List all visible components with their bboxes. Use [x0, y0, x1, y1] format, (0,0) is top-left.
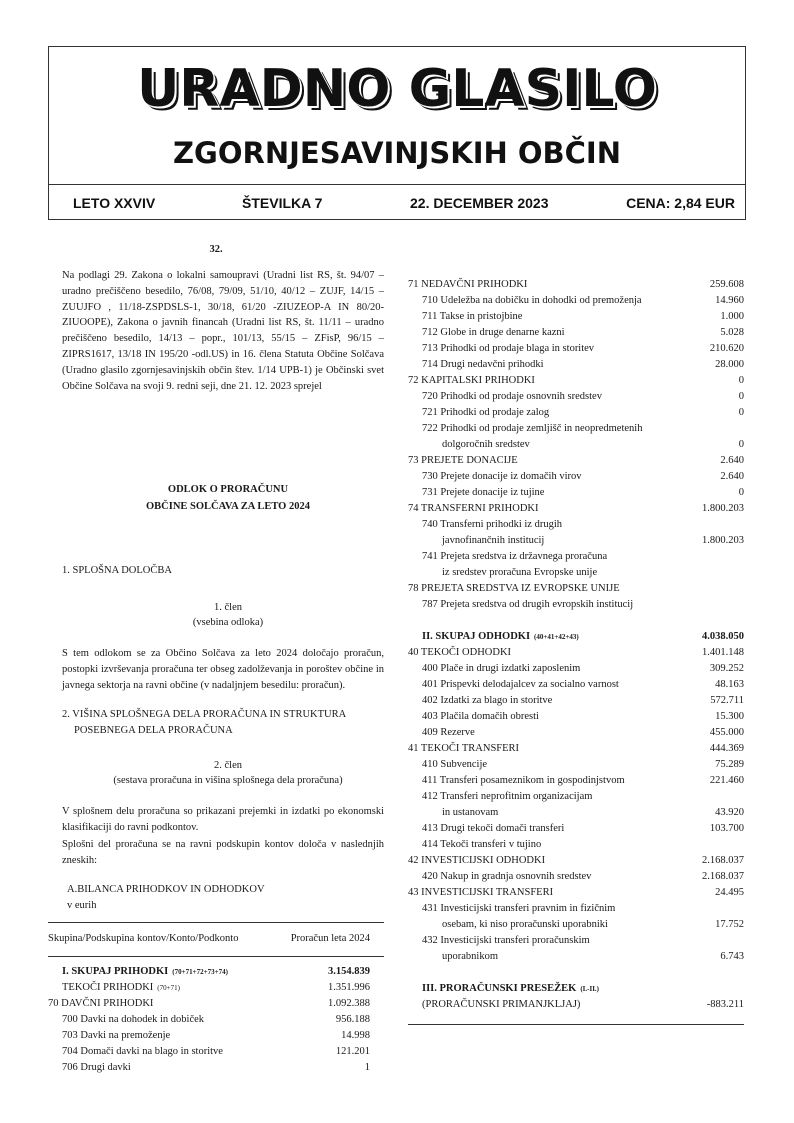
- table-row: [408, 421, 744, 437]
- table-row: [408, 517, 744, 533]
- table-row: [408, 341, 744, 357]
- row-label: dolgoročnih sredstev: [442, 439, 530, 450]
- balance-sheet-title: A.BILANCA PRIHODKOV IN ODHODKOV: [67, 884, 265, 895]
- row-label: in ustanovam: [442, 807, 499, 818]
- table-row: [408, 837, 744, 853]
- table-row: [408, 629, 744, 645]
- row-value: 0: [738, 407, 744, 418]
- table-row: [408, 853, 744, 869]
- row-value: 210.620: [709, 343, 744, 354]
- table-row: [408, 741, 744, 757]
- row-label: 710 Udeležba na dobičku in dohodki od premoženja: [422, 295, 642, 306]
- row-value: 5.028: [720, 327, 744, 338]
- article-2-text-2: Splošni del proračuna se na ravni podskupin kontov določa v naslednjih zneskih:: [62, 839, 384, 866]
- table-header-rule: [48, 956, 384, 957]
- row-value: 75.289: [715, 759, 744, 770]
- row-label: 74 TRANSFERNI PRIHODKI: [408, 503, 539, 514]
- ordinance-title-line2: OBČINE SOLČAVA ZA LETO 2024: [146, 501, 310, 512]
- row-value: 14.960: [715, 295, 744, 306]
- row-value: 0: [738, 391, 744, 402]
- row-label: 43 INVESTICIJSKI TRANSFERI: [408, 887, 554, 898]
- row-value: 455.000: [709, 727, 744, 738]
- row-value: 1.800.203: [702, 503, 744, 514]
- row-label-group: [62, 964, 228, 980]
- row-value: 43.920: [715, 807, 744, 818]
- row-label: 412 Transferi neprofitnim organizacijam: [422, 791, 593, 802]
- table-row: [408, 869, 744, 885]
- row-label: 42 INVESTICIJSKI ODHODKI: [408, 855, 546, 866]
- row-value: 1: [364, 1062, 370, 1073]
- balance-sheet-unit: v eurih: [67, 900, 97, 911]
- row-label-group: [422, 981, 599, 997]
- issue-number: ŠTEVILKA 7: [242, 195, 323, 211]
- row-value: 103.700: [709, 823, 744, 834]
- table-row: [408, 693, 744, 709]
- row-label: 411 Transferi posameznikom in gospodinjstvom: [422, 775, 625, 786]
- row-label: 787 Prejeta sredstva od drugih evropskih institucij: [422, 599, 634, 610]
- table-row: [408, 949, 744, 965]
- row-label: osebam, ki niso proračunski uporabniki: [442, 919, 608, 930]
- table-row: [408, 581, 744, 597]
- row-label: 731 Prejete donacije iz tujine: [422, 487, 545, 498]
- row-value: 956.188: [335, 1014, 370, 1025]
- row-value: 24.495: [715, 887, 744, 898]
- issue-price: CENA: 2,84 EUR: [626, 195, 735, 211]
- row-value: 1.000: [720, 311, 744, 322]
- row-label: 714 Drugi nedavčni prihodki: [422, 359, 544, 370]
- row-value: 15.300: [715, 711, 744, 722]
- table-row: [408, 885, 744, 901]
- table-row: [408, 965, 744, 981]
- row-label: 432 Investicijski transferi proračunskim: [422, 935, 590, 946]
- table-row: [408, 549, 744, 565]
- table-row: [408, 325, 744, 341]
- section-heading-2-line2: POSEBNEGA DELA PRORAČUNA: [74, 725, 233, 736]
- row-value: 0: [738, 487, 744, 498]
- row-label: 402 Izdatki za blago in storitve: [422, 695, 553, 706]
- table-row: [408, 613, 744, 629]
- row-label: 704 Domači davki na blago in storitve: [62, 1046, 223, 1057]
- table-row: [408, 677, 744, 693]
- row-label: iz sredstev proračuna Evropske unije: [442, 567, 598, 578]
- table-row: [408, 389, 744, 405]
- table-row: [48, 964, 370, 980]
- row-label: 409 Rezerve: [422, 727, 475, 738]
- table-row: [408, 405, 744, 421]
- row-value: 4.038.050: [702, 631, 744, 642]
- column-header-accounts: Skupina/Podskupina kontov/Konto/Podkonto: [48, 933, 239, 944]
- table-row: [408, 293, 744, 309]
- table-row: [408, 997, 744, 1013]
- row-label-group: [422, 629, 579, 645]
- table-row: [408, 277, 744, 293]
- row-value: 121.201: [335, 1046, 370, 1057]
- row-label: 403 Plačila domačih obresti: [422, 711, 539, 722]
- table-row: [408, 757, 744, 773]
- table-row: [408, 645, 744, 661]
- table-row: [408, 533, 744, 549]
- row-label: 720 Prihodki od prodaje osnovnih sredstev: [422, 391, 602, 402]
- document-number: 32.: [209, 244, 223, 255]
- table-row: [408, 309, 744, 325]
- row-label: 713 Prihodki od prodaje blaga in storitev: [422, 343, 595, 354]
- table-top-rule: [48, 922, 384, 923]
- row-label: 72 KAPITALSKI PRIHODKI: [408, 375, 535, 386]
- row-value: 14.998: [341, 1030, 370, 1041]
- row-label: 721 Prihodki od prodaje zalog: [422, 407, 550, 418]
- row-label: 700 Davki na dohodek in dobiček: [62, 1014, 205, 1025]
- ordinance-title-line1: ODLOK O PRORAČUNU: [167, 484, 289, 495]
- article-2-subtitle: (sestava proračuna in višina splošnega dela proračuna): [113, 775, 343, 786]
- row-label: 40 TEKOČI ODHODKI: [408, 647, 512, 658]
- masthead: [48, 46, 746, 220]
- row-value: 1.800.203: [702, 535, 744, 546]
- table-row: [48, 980, 370, 996]
- budget-table-left: [48, 964, 370, 1084]
- row-label: 712 Globe in druge denarne kazni: [422, 327, 565, 338]
- table-row: [408, 805, 744, 821]
- table-row: [408, 917, 744, 933]
- publication-subtitle: ZGORNJESAVINJSKIH OBČIN: [173, 136, 621, 170]
- row-label: 78 PREJETA SREDSTVA IZ EVROPSKE UNIJE: [408, 583, 620, 594]
- table-row: [48, 1044, 370, 1060]
- table-row: [408, 597, 744, 613]
- row-label: 741 Prejeta sredstva iz državnega proračuna: [422, 551, 608, 562]
- table-row: [408, 661, 744, 677]
- row-value: 2.168.037: [702, 855, 744, 866]
- table-row: [408, 485, 744, 501]
- row-label: I. SKUPAJ PRIHODKI: [62, 966, 169, 977]
- row-value: 17.752: [715, 919, 744, 930]
- row-label: javnofinančnih institucij: [442, 535, 545, 546]
- table-row: [408, 981, 744, 997]
- row-value: 1.092.388: [328, 998, 370, 1009]
- row-value: 6.743: [720, 951, 744, 962]
- publication-title: URADNO GLASILO: [137, 59, 657, 119]
- table-row: [408, 437, 744, 453]
- row-label: 706 Drugi davki: [62, 1062, 131, 1073]
- row-label: 414 Tekoči transferi v tujino: [422, 839, 542, 850]
- table-row: [408, 821, 744, 837]
- preamble-paragraph: Na podlagi 29. Zakona o lokalni samoupravi (Uradni list RS, št. 94/07 – uradno prečiščeno besedilo, 76/08, 79/09, 51/10, 40/12 – ZUJF, 14/15 – ZUUJFO , 11/18-ZSPDSLS-1, 30/18, 61/20 -ZIUZEOP-A IN 80/20-ZIUOOPE), Zakona o javnih financah (Uradni list RS, št. 11/11 – uradno prečiščeno besedilo, 14/13 – popr., 101/13, 55/15 – ZFisP, 96/15 – ZIPRS1617, 13/18 IN 195/20 -odl.US) in 16. člena Statuta Občine Solčava (Uradno glasilo zgornjesavinjskih občin štev. 1/14 UPB-1) je Občinski svet Občine Solčava na svoji 9. redni seji, dne 21. 12. 2023 sprejel: [62, 270, 384, 392]
- row-label: 41 TEKOČI TRANSFERI: [408, 743, 520, 754]
- article-2-text-1: V splošnem delu proračuna so prikazani prejemki in izdatki po ekonomski klasifikaciji do ravni podkontov.: [62, 806, 384, 833]
- table-row: [408, 501, 744, 517]
- table-row: [48, 1028, 370, 1044]
- row-label-group: [62, 980, 180, 996]
- row-label: 420 Nakup in gradnja osnovnih sredstev: [422, 871, 592, 882]
- row-label: 73 PREJETE DONACIJE: [408, 455, 518, 466]
- row-label: 703 Davki na premoženje: [62, 1030, 171, 1041]
- row-value: 572.711: [710, 695, 744, 706]
- row-value: 309.252: [709, 663, 744, 674]
- table-row: [408, 469, 744, 485]
- table-row: [408, 789, 744, 805]
- table-row: [408, 773, 744, 789]
- table-bottom-rule: [408, 1024, 744, 1025]
- row-value: 3.154.839: [328, 966, 370, 977]
- row-label: 70 DAVČNI PRIHODKI: [48, 998, 154, 1009]
- masthead-divider: [49, 184, 745, 185]
- row-label: 401 Prispevki delodajalcev za socialno varnost: [422, 679, 619, 690]
- row-formula-note: (I.-II.): [580, 985, 599, 993]
- row-label: TEKOČI PRIHODKI: [62, 982, 154, 993]
- row-label: 730 Prejete donacije iz domačih virov: [422, 471, 582, 482]
- table-row: [408, 933, 744, 949]
- section-heading-1: 1. SPLOŠNA DOLOČBA: [62, 565, 172, 576]
- row-formula-note: (70+71+72+73+74): [172, 968, 228, 976]
- row-value: 2.640: [720, 455, 744, 466]
- row-label: 413 Drugi tekoči domači transferi: [422, 823, 565, 834]
- table-row: [408, 373, 744, 389]
- table-row: [48, 1060, 370, 1076]
- budget-table-right: [408, 277, 744, 1017]
- column-header-budget: Proračun leta 2024: [290, 933, 370, 944]
- article-1-heading: 1. člen: [214, 602, 242, 613]
- row-label: 722 Prihodki od prodaje zemljišč in neopredmetenih: [422, 423, 643, 434]
- row-value: 2.640: [720, 471, 744, 482]
- table-row: [48, 1012, 370, 1028]
- row-label: (PRORAČUNSKI PRIMANJKLJAJ): [422, 999, 581, 1010]
- row-label: 71 NEDAVČNI PRIHODKI: [408, 279, 528, 290]
- row-value: -883.211: [706, 999, 744, 1010]
- table-row: [408, 453, 744, 469]
- row-value: 444.369: [709, 743, 744, 754]
- row-label: 711 Takse in pristojbine: [422, 311, 523, 322]
- table-row: [408, 565, 744, 581]
- table-row: [48, 996, 370, 1012]
- row-value: 48.163: [715, 679, 744, 690]
- article-2-heading: 2. člen: [214, 760, 242, 771]
- row-label: uporabnikom: [442, 951, 498, 962]
- row-label: 740 Transferni prihodki iz drugih: [422, 519, 562, 530]
- article-1-text: S tem odlokom se za Občino Solčava za leto 2024 določajo proračun, postopki izvrševanja proračuna ter obseg zadolževanja in poroštev občine in javnega sektorja na ravni občine (v nadaljnjem besedilu: proračun).: [62, 648, 384, 691]
- row-label: 400 Plače in drugi izdatki zaposlenim: [422, 663, 581, 674]
- row-label: II. SKUPAJ ODHODKI: [422, 631, 531, 642]
- row-value: 28.000: [715, 359, 744, 370]
- row-label: III. PRORAČUNSKI PRESEŽEK: [422, 983, 577, 994]
- table-row: [408, 357, 744, 373]
- row-value: 259.608: [709, 279, 744, 290]
- table-row: [408, 901, 744, 917]
- row-value: 0: [738, 439, 744, 450]
- row-value: 2.168.037: [702, 871, 744, 882]
- row-label: 410 Subvencije: [422, 759, 488, 770]
- row-formula-note: (70+71): [157, 984, 180, 992]
- section-heading-2-line1: 2. VIŠINA SPLOŠNEGA DELA PRORAČUNA IN STRUKTURA: [62, 709, 347, 720]
- table-row: [408, 709, 744, 725]
- issue-date: 22. DECEMBER 2023: [410, 195, 549, 211]
- article-1-subtitle: (vsebina odloka): [192, 617, 264, 628]
- volume-label: LETO XXVIV: [73, 195, 156, 211]
- row-label: 431 Investicijski transferi pravnim in fizičnim: [422, 903, 616, 914]
- row-value: 221.460: [709, 775, 744, 786]
- row-value: 1.401.148: [702, 647, 744, 658]
- row-value: 0: [738, 375, 744, 386]
- row-value: 1.351.996: [328, 982, 370, 993]
- table-row: [408, 725, 744, 741]
- row-formula-note: (40+41+42+43): [534, 633, 579, 641]
